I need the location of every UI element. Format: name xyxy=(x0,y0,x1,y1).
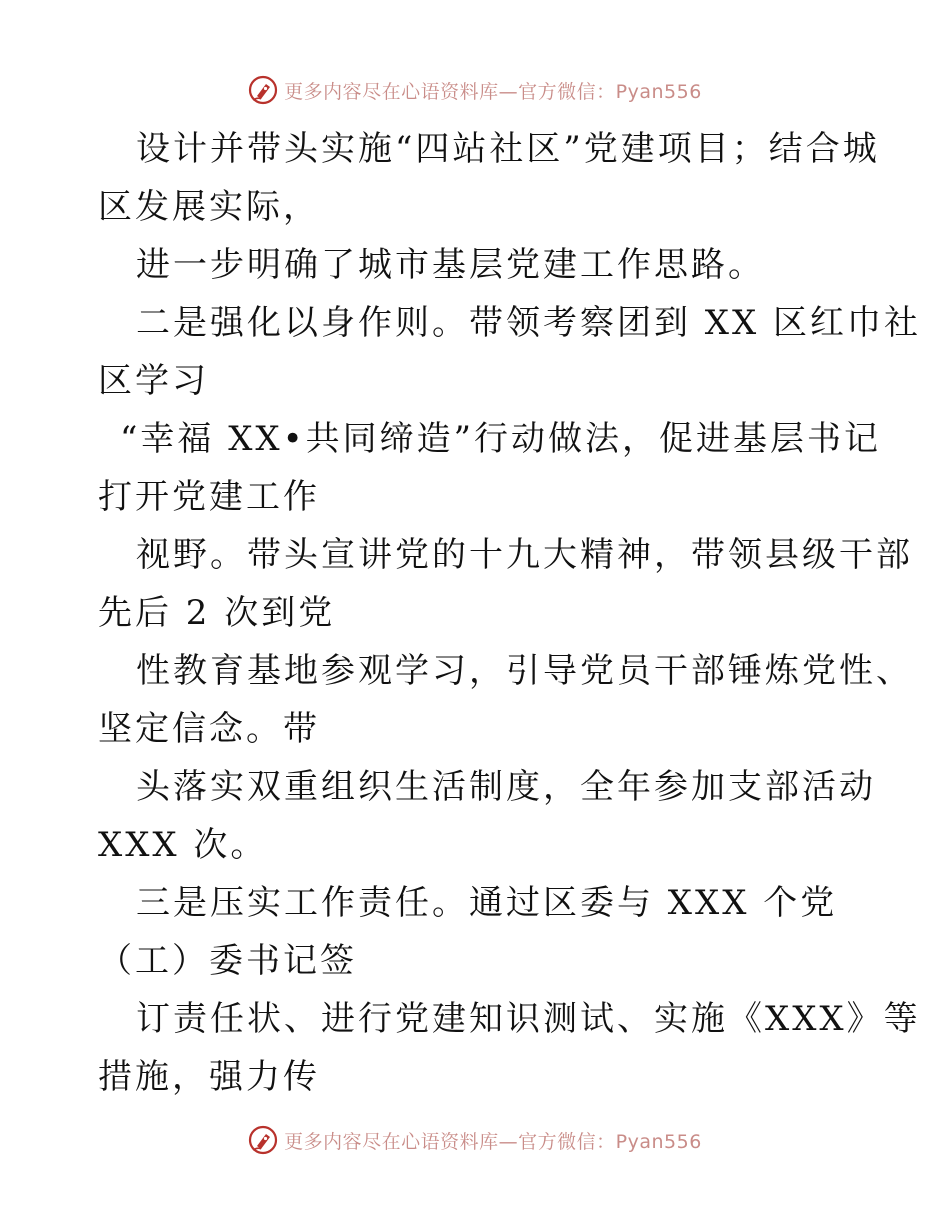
paragraph-line: 视野。带头宣讲党的十九大精神，带领县级干部 xyxy=(136,535,913,575)
paragraph-line: 打开党建工作 xyxy=(98,477,320,517)
header-banner-text: 更多内容尽在心语资料库—官方微信：Pyan556 xyxy=(284,80,702,103)
paragraph-line: 性教育基地参观学习，引导党员干部锤炼党性、 xyxy=(136,651,913,691)
header-banner xyxy=(0,70,950,110)
pen-nib-logo-icon xyxy=(248,1125,278,1155)
paragraph-line: 先后 2 次到党 xyxy=(98,593,336,633)
footer-banner-text: 更多内容尽在心语资料库—官方微信：Pyan556 xyxy=(284,1130,702,1153)
paragraph-line: “幸福 XX•共同缔造”行动做法，促进基层书记 xyxy=(120,419,882,459)
paragraph-line: 头落实双重组织生活制度，全年参加支部活动 xyxy=(136,767,876,807)
paragraph-line: 措施，强力传 xyxy=(98,1057,320,1097)
paragraph-line: 三是压实工作责任。通过区委与 XXX 个党 xyxy=(136,883,838,923)
paragraph-line: （工）委书记签 xyxy=(98,941,357,981)
paragraph-line: 进一步明确了城市基层党建工作思路。 xyxy=(136,245,765,285)
paragraph-line: 二是强化以身作则。带领考察团到 XX 区红巾社 xyxy=(136,303,922,343)
document-body xyxy=(98,120,922,1106)
footer-banner xyxy=(0,1120,950,1160)
paragraph-line: 坚定信念。带 xyxy=(98,709,320,749)
pen-nib-logo-icon xyxy=(248,75,278,105)
paragraph-line: 区发展实际， xyxy=(98,187,320,227)
paragraph-line: 订责任状、进行党建知识测试、实施《XXX》等 xyxy=(136,999,921,1039)
paragraph-line: 区学习 xyxy=(98,361,209,401)
paragraph-line: 设计并带头实施“四站社区”党建项目；结合城 xyxy=(136,129,880,169)
paragraph-line: XXX 次。 xyxy=(98,825,268,865)
